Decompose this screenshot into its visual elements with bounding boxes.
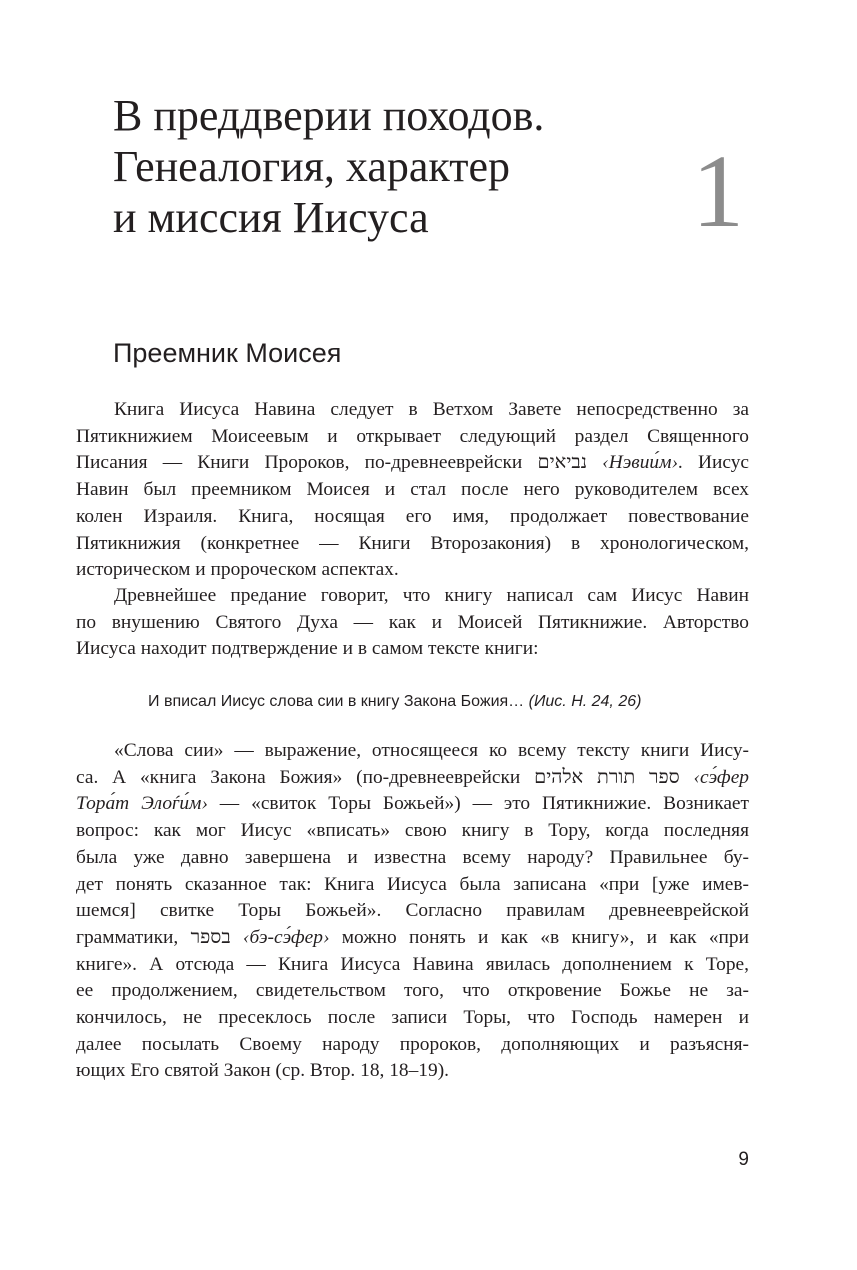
paragraph <box>76 583 749 663</box>
text-line: Древнейшее предание говорит, что книгу написал сам Иисус Навин <box>114 585 749 606</box>
transliteration: ‹Нэвии́м› <box>602 452 678 474</box>
page-number: 9 <box>738 1149 749 1170</box>
text-line: Пятикнижия (конкретнее — Книги Второзакония) в хронологическом, <box>76 532 749 554</box>
scripture-quote <box>148 691 641 713</box>
quote-text: И вписал Иисус слова сии в книгу Закона Божия… <box>148 693 525 710</box>
text-fragment: . Иисус <box>677 452 749 474</box>
text-line: шемся] свитке Торы Божьей». Согласно правилам древнееврейской <box>76 900 749 922</box>
chapter-number: 1 <box>692 134 744 249</box>
text-line <box>76 791 749 818</box>
paragraph <box>76 738 749 1085</box>
text-line: Иисуса находит подтверждение и в самом тексте книги: <box>76 638 539 660</box>
hebrew-word: בספר <box>190 926 231 948</box>
text-fragment: са. А «книга Закона Божия» (по-древнееврейски <box>76 766 521 788</box>
text-line: кончилось, не пресеклось после записи Торы, что Господь намерен и <box>76 1007 749 1029</box>
text-fragment: можно понять и как «в книгу», и как «при <box>329 926 749 948</box>
transliteration: ‹бэ-сэ́фер› <box>243 926 330 948</box>
text-line <box>76 925 749 952</box>
text-line: по внушению Святого Духа — как и Моисей Пятикнижие. Авторство <box>76 611 749 633</box>
transliteration: Тора́т Элоѓи́м› <box>76 793 208 815</box>
text-fragment: грамматики, <box>76 926 179 948</box>
text-line: дет понять сказанное так: Книга Иисуса была записана «при [уже имев- <box>76 873 749 895</box>
text-line: ющих Его святой Закон (ср. Втор. 18, 18–19). <box>76 1060 449 1082</box>
text-fragment: Писания — Книги Пророков, по-древнееврейски <box>76 452 523 474</box>
text-line <box>76 765 749 792</box>
text-line: Навин был преемником Моисея и стал после него руководителем всех <box>76 479 749 501</box>
text-line: вопрос: как мог Иисус «вписать» свою книгу в Тору, когда последняя <box>76 820 749 842</box>
chapter-title-line: и миссия Иисуса <box>113 193 429 242</box>
text-line <box>76 450 749 477</box>
text-line: Книга Иисуса Навина следует в Ветхом Завете непосредственно за <box>114 399 749 420</box>
text-line: книге». А отсюда — Книга Иисуса Навина явилась дополнением к Торе, <box>76 953 749 975</box>
chapter-title-line: Генеалогия, характер <box>113 142 510 191</box>
text-fragment: — «свиток Торы Божьей») — это Пятикнижие. Возникает <box>207 793 750 815</box>
quote-reference: (Иис. Н. 24, 26) <box>528 693 642 710</box>
paragraph <box>76 397 749 584</box>
text-line: колен Израиля. Книга, носящая его имя, продолжает повествование <box>76 505 749 527</box>
chapter-title <box>113 90 673 243</box>
text-line: была уже давно завершена и известна всему народу? Правильнее бу- <box>76 846 749 868</box>
section-heading: Преемник Моисея <box>113 338 342 368</box>
text-line: ее продолжением, свидетельством того, что откровение Божье не за- <box>76 980 749 1002</box>
text-line: историческом и пророческом аспектах. <box>76 559 399 581</box>
hebrew-word: ספר תורת אלהים <box>534 766 680 788</box>
text-line: далее посылать Своему народу пророков, дополняющих и разъясня- <box>76 1033 749 1055</box>
chapter-title-line: В преддверии походов. <box>113 91 545 140</box>
hebrew-word: נביאים <box>537 452 588 474</box>
text-line: «Слова сии» — выражение, относящееся ко всему тексту книги Иису- <box>114 740 749 761</box>
text-line: Пятикнижием Моисеевым и открывает следующий раздел Священного <box>76 425 749 447</box>
transliteration: ‹сэ́фер <box>693 766 750 788</box>
